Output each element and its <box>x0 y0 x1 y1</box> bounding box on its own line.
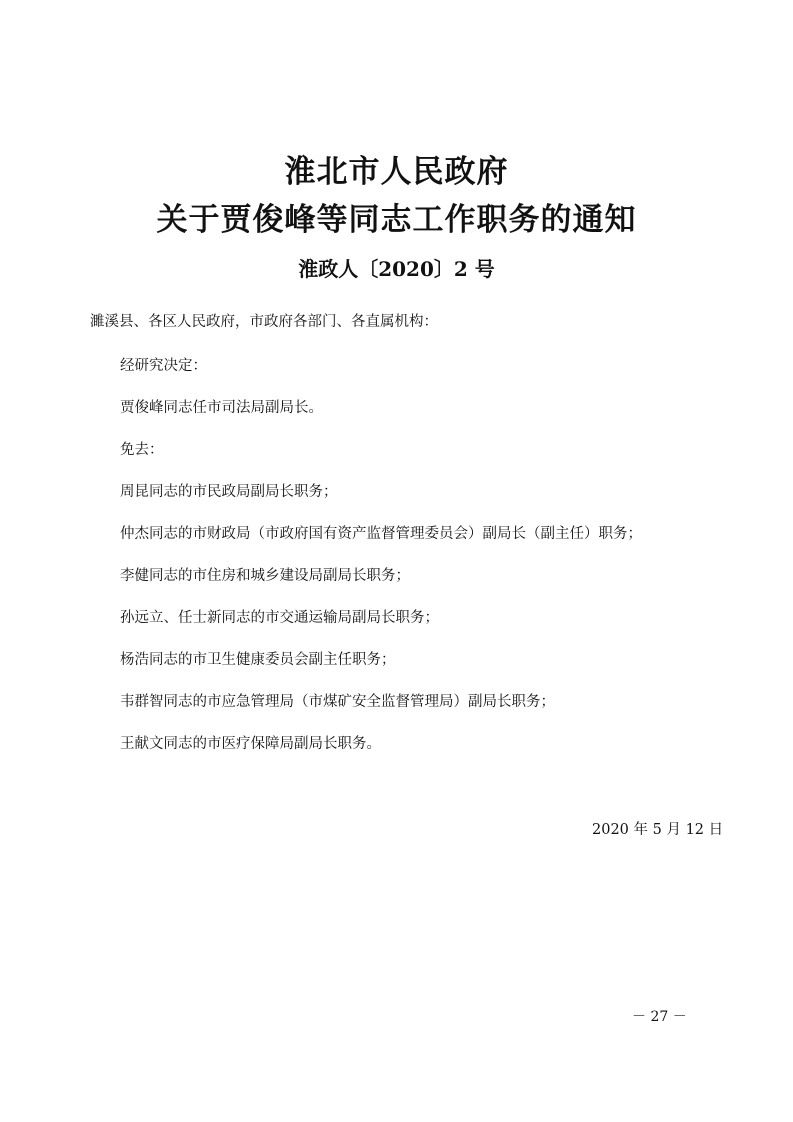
paragraph-removal-5: 杨浩同志的市卫生健康委员会副主任职务； <box>120 652 396 668</box>
document-number: 淮政人〔2020〕2 号 <box>298 257 495 281</box>
paragraph-decision-intro: 经研究决定： <box>120 358 207 374</box>
paragraph-removal-6: 韦群智同志的市应急管理局（市煤矿安全监督管理局）副局长职务； <box>120 694 555 710</box>
paragraph-removal-7: 王献文同志的市医疗保障局副局长职务。 <box>120 736 381 752</box>
paragraph-removal-4: 孙远立、任士新同志的市交通运输局副局长职务； <box>120 610 439 626</box>
issue-date: 2020 年 5 月 12 日 <box>592 822 724 838</box>
paragraph-appointment: 贾俊峰同志任市司法局副局长。 <box>120 400 323 416</box>
title-line-2: 关于贾俊峰等同志工作职务的通知 <box>156 202 637 238</box>
page-number: － 27 － <box>632 1009 687 1025</box>
paragraph-removal-2: 仲杰同志的市财政局（市政府国有资产监督管理委员会）副局长（副主任）职务； <box>120 526 642 542</box>
addressee: 濉溪县、各区人民政府，市政府各部门、各直属机构： <box>90 314 438 330</box>
paragraph-removal-3: 李健同志的市住房和城乡建设局副局长职务； <box>120 568 410 584</box>
title-line-1: 淮北市人民政府 <box>284 154 509 190</box>
paragraph-removal-intro: 免去： <box>120 442 164 458</box>
paragraph-removal-1: 周昆同志的市民政局副局长职务； <box>120 484 338 500</box>
